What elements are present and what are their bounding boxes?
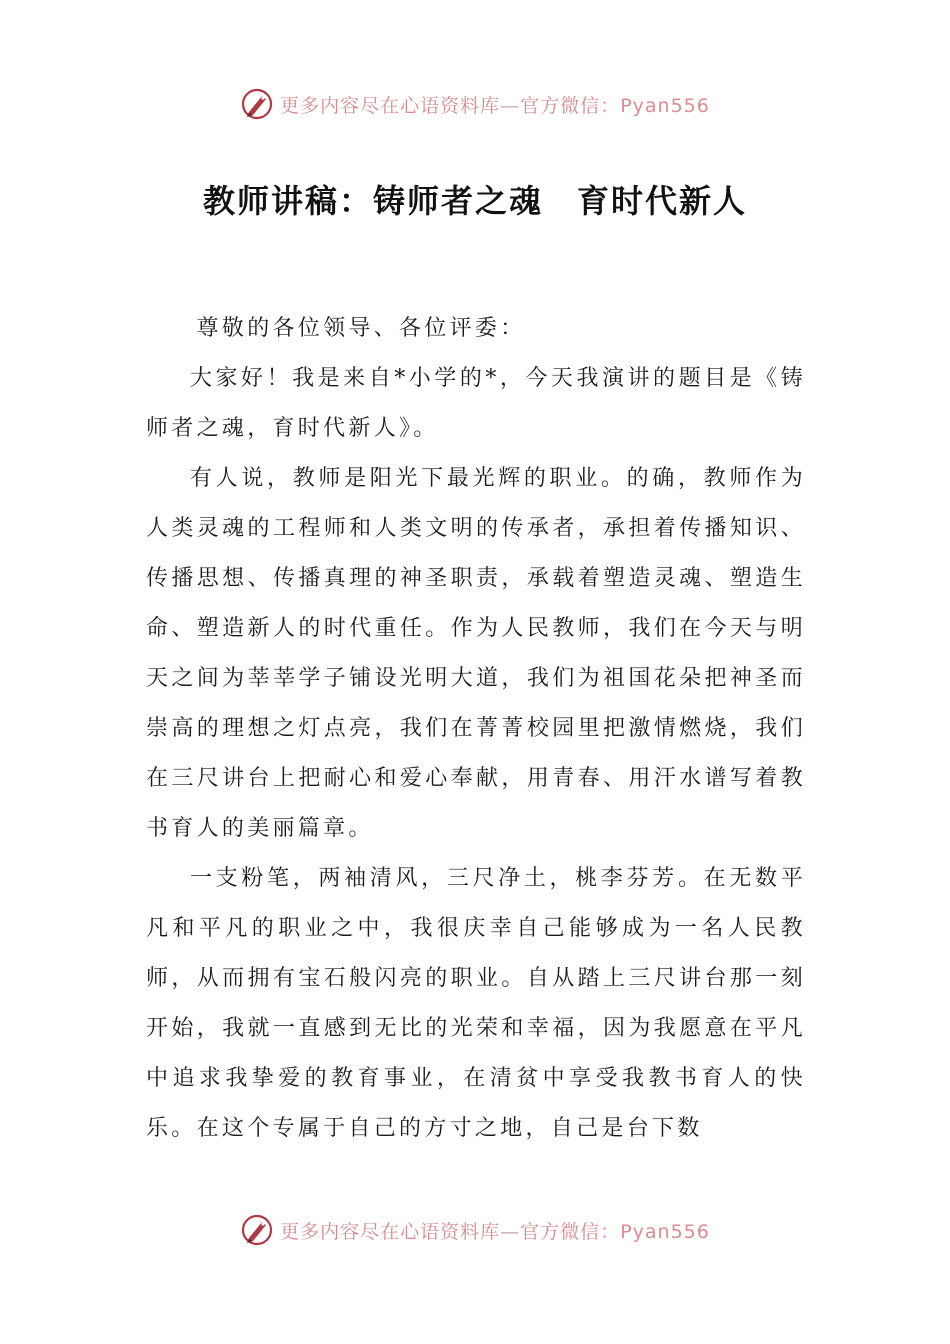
paragraph: 大家好！我是来自*小学的*，今天我演讲的题目是《铸师者之魂，育时代新人》。 xyxy=(146,366,806,441)
header-banner xyxy=(0,84,950,124)
paragraph: 一支粉笔，两袖清风，三尺净土，桃李芬芳。在无数平凡和平凡的职业之中，我很庆幸自己能够成为一名人民教师，从而拥有宝石般闪亮的职业。自从踏上三尺讲台那一刻开始，我就一直感到无比的光荣和幸福，因为我愿意在平凡中追求我挚爱的教育事业，在清贫中享受我教书育人的快乐。在这个专属于自己的方寸之地，自己是台下数 xyxy=(146,866,806,1141)
footer-banner xyxy=(0,1210,950,1250)
document-body xyxy=(146,304,806,1154)
banner-text: 更多内容尽在心语资料库—官方微信：Pyan556 xyxy=(280,94,710,117)
pen-nib-logo-icon xyxy=(240,87,274,121)
paragraph: 有人说，教师是阳光下最光辉的职业。的确，教师作为人类灵魂的工程师和人类文明的传承者，承担着传播知识、传播思想、传播真理的神圣职责，承载着塑造灵魂、塑造生命、塑造新人的时代重任。作为人民教师，我们在今天与明天之间为莘莘学子铺设光明大道，我们为祖国花朵把神圣而崇高的理想之灯点亮，我们在菁菁校园里把激情燃烧，我们在三尺讲台上把耐心和爱心奉献，用青春、用汗水谱写着教书育人的美丽篇章。 xyxy=(146,466,806,841)
paragraph-salutation: 尊敬的各位领导、各位评委： xyxy=(196,316,526,341)
document-title: 教师讲稿：铸师者之魂 育时代新人 xyxy=(202,182,747,220)
banner-text: 更多内容尽在心语资料库—官方微信：Pyan556 xyxy=(280,1220,710,1243)
pen-nib-logo-icon xyxy=(240,1213,274,1247)
